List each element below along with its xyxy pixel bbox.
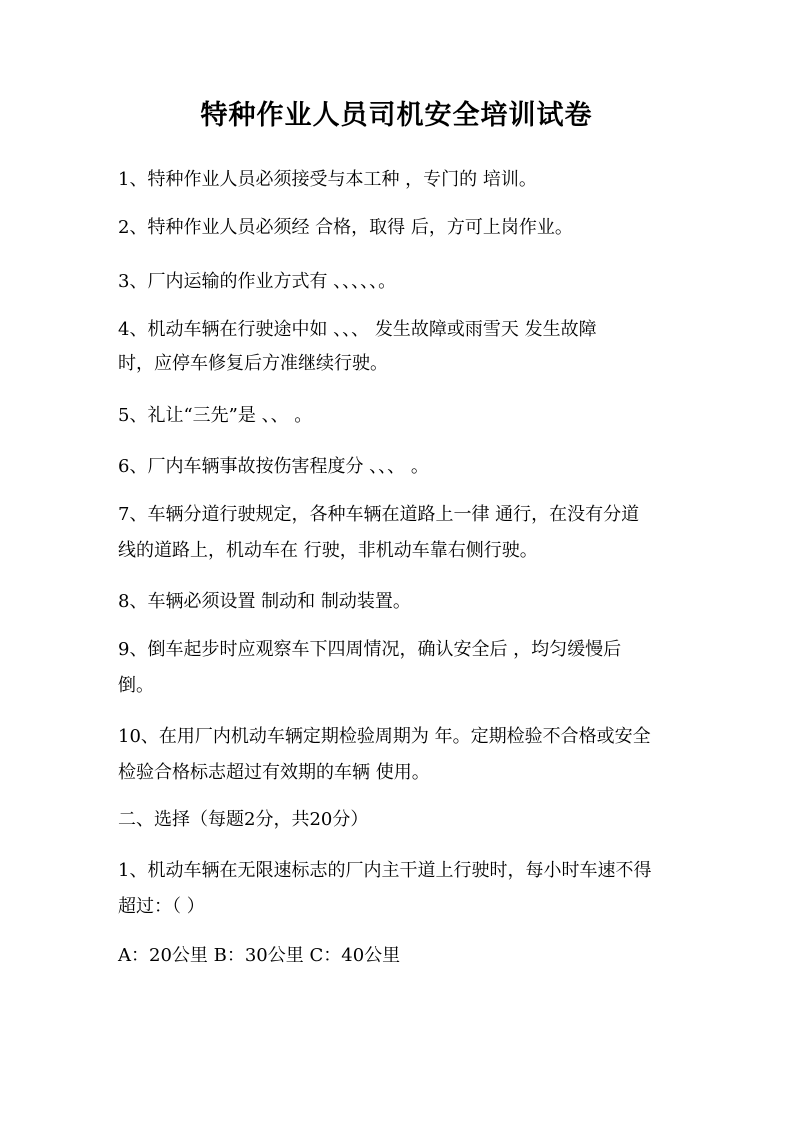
question-2-line: 2、特种作业人员必须经 合格，取得 后，方可上岗作业。 <box>118 217 573 238</box>
question-5-line: 5、礼让“三先”是 、、 。 <box>118 405 313 426</box>
question-10-line-1: 10、在用厂内机动车辆定期检验周期为 年。定期检验不合格或安全 <box>118 726 651 747</box>
question-9-line-2: 倒。 <box>118 675 154 696</box>
choice-question-1-line-1: 1、机动车辆在无限速标志的厂内主干道上行驶时，每小时车速不得 <box>118 860 652 881</box>
section-two-heading: 二、选择（每题2分，共20分） <box>118 809 369 830</box>
question-4-line-2: 时，应停车修复后方准继续行驶。 <box>118 353 388 374</box>
question-3-line: 3、厂内运输的作业方式有 、、、、、。 <box>118 271 397 292</box>
question-9-line-1: 9、倒车起步时应观察车下四周情况，确认安全后 ，均匀缓慢后 <box>118 639 622 660</box>
question-10-line-2: 检验合格标志超过有效期的车辆 使用。 <box>118 762 430 783</box>
choice-question-1-options: A：20公里 B：30公里 C：40公里 <box>118 945 401 966</box>
question-4-line-1: 4、机动车辆在行驶途中如 、、、 发生故障或雨雪天 发生故障 <box>118 319 597 340</box>
document-title: 特种作业人员司机安全培训试卷 <box>200 100 593 131</box>
question-7-line-2: 线的道路上，机动车在 行驶，非机动车靠右侧行驶。 <box>118 540 538 561</box>
question-8-line: 8、车辆必须设置 制动和 制动装置。 <box>118 591 411 612</box>
question-6-line: 6、厂内车辆事故按伤害程度分 、、、 。 <box>118 456 429 477</box>
choice-question-1-line-2: 超过：（ ） <box>118 896 205 917</box>
question-1-line: 1、特种作业人员必须接受与本工种 ，专门的 培训。 <box>118 169 537 190</box>
question-7-line-1: 7、车辆分道行驶规定，各种车辆在道路上一律 通行，在没有分道 <box>118 504 640 525</box>
